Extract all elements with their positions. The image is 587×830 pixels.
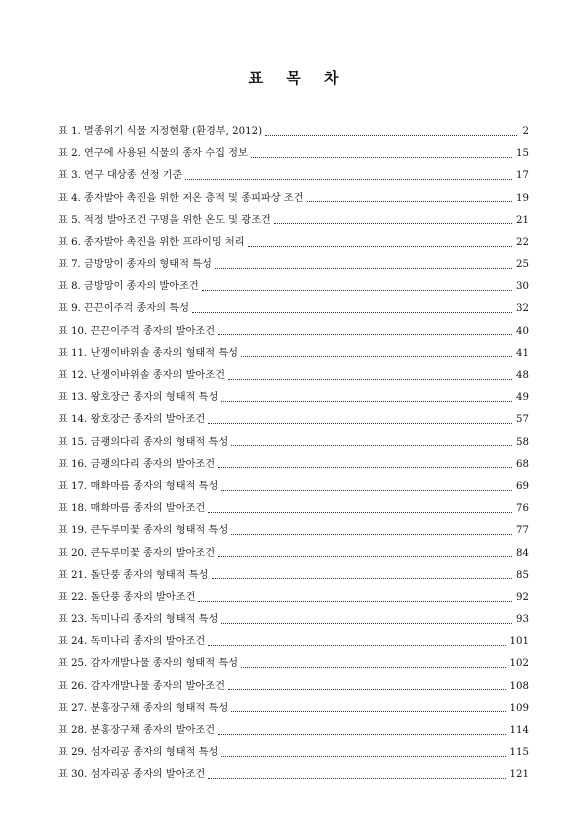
toc-entry[interactable] <box>58 543 529 565</box>
dot-leader <box>208 778 505 779</box>
toc-entry-page-number: 19 <box>516 192 529 204</box>
toc-entry-label: 표 7. 금방망이 종자의 형태적 특성 <box>58 259 212 271</box>
toc-entry-page-number: 121 <box>509 769 529 781</box>
toc-entry-page-number: 40 <box>516 325 529 337</box>
toc-entry-page-number: 69 <box>516 480 529 492</box>
dot-leader <box>221 490 512 491</box>
toc-entry-label: 표 2. 연구에 사용된 식물의 종자 수집 정보 <box>58 148 248 160</box>
toc-entry[interactable] <box>58 121 529 143</box>
toc-entry[interactable] <box>58 143 529 165</box>
toc-entry-label: 표 26. 감자개발나물 종자의 발아조건 <box>58 680 225 692</box>
toc-entry-label: 표 16. 금괭의다리 종자의 발아조건 <box>58 458 216 470</box>
toc-entry[interactable] <box>58 498 529 520</box>
toc-entry-page-number: 109 <box>509 702 529 714</box>
toc-entry-page-number: 68 <box>516 458 529 470</box>
toc-entry-label: 표 23. 독미나리 종자의 형태적 특성 <box>58 614 219 626</box>
toc-entry-page-number: 101 <box>509 636 529 648</box>
toc-entry-label: 표 21. 돌단풍 종자의 형태적 특성 <box>58 569 209 581</box>
toc-entry-label: 표 28. 분홍장구채 종자의 발아조건 <box>58 725 216 737</box>
toc-entry[interactable] <box>58 587 529 609</box>
toc-entry[interactable] <box>58 387 529 409</box>
toc-entry-page-number: 48 <box>516 370 529 382</box>
toc-entry-label: 표 17. 매화마름 종자의 형태적 특성 <box>58 480 219 492</box>
dot-leader <box>208 512 512 513</box>
toc-entry-page-number: 114 <box>509 725 529 737</box>
dot-leader <box>241 356 512 357</box>
toc-entry-label: 표 9. 끈끈이주걱 종자의 특성 <box>58 303 189 315</box>
table-of-contents-list <box>58 121 529 787</box>
toc-entry-page-number: 102 <box>509 658 529 670</box>
dot-leader <box>228 379 512 380</box>
dot-leader <box>202 290 512 291</box>
toc-entry-page-number: 15 <box>516 148 529 160</box>
toc-entry-label: 표 25. 감자개발나물 종자의 형태적 특성 <box>58 658 239 670</box>
dot-leader <box>218 556 512 557</box>
toc-entry[interactable] <box>58 188 529 210</box>
toc-entry-label: 표 29. 섬자리공 종자의 형태적 특성 <box>58 747 219 759</box>
toc-entry-label: 표 20. 큰두루미꽃 종자의 발아조건 <box>58 547 216 559</box>
toc-entry-label: 표 27. 분홍장구채 종자의 형태적 특성 <box>58 702 229 714</box>
toc-entry-page-number: 76 <box>516 503 529 515</box>
toc-entry[interactable] <box>58 165 529 187</box>
toc-entry[interactable] <box>58 742 529 764</box>
toc-entry[interactable] <box>58 565 529 587</box>
toc-entry[interactable] <box>58 321 529 343</box>
dot-leader <box>221 401 512 402</box>
toc-entry-page-number: 84 <box>516 547 529 559</box>
toc-entry[interactable] <box>58 276 529 298</box>
dot-leader <box>218 334 512 335</box>
toc-entry-label: 표 4. 종자발아 촉진을 위한 저온 층적 및 종피파상 조건 <box>58 192 304 204</box>
toc-entry-label: 표 6. 종자발아 촉진을 위한 프라이밍 처리 <box>58 236 245 248</box>
toc-entry-label: 표 5. 적정 발아조건 구명을 위한 온도 및 광조건 <box>58 214 271 226</box>
toc-entry-label: 표 22. 돌단풍 종자의 발아조건 <box>58 591 196 603</box>
toc-entry-page-number: 17 <box>516 170 529 182</box>
toc-entry-label: 표 12. 난쟁이바위솔 종자의 발아조건 <box>58 370 225 382</box>
dot-leader <box>218 467 512 468</box>
toc-entry[interactable] <box>58 343 529 365</box>
dot-leader <box>218 734 505 735</box>
toc-entry-label: 표 3. 연구 대상종 선정 기준 <box>58 170 183 182</box>
dot-leader <box>221 623 512 624</box>
toc-entry-page-number: 115 <box>509 747 529 759</box>
toc-entry-page-number: 22 <box>516 236 529 248</box>
toc-entry-page-number: 2 <box>522 125 529 137</box>
toc-entry[interactable] <box>58 254 529 276</box>
toc-entry-label: 표 14. 왕호장근 종자의 발아조건 <box>58 414 206 426</box>
toc-entry[interactable] <box>58 365 529 387</box>
page-title: 표 목 차 <box>248 69 348 87</box>
dot-leader <box>215 268 512 269</box>
toc-entry-page-number: 85 <box>516 569 529 581</box>
toc-entry[interactable] <box>58 676 529 698</box>
dot-leader <box>241 667 506 668</box>
dot-leader <box>208 423 512 424</box>
toc-entry[interactable] <box>58 698 529 720</box>
dot-leader <box>248 246 512 247</box>
toc-entry-page-number: 32 <box>516 303 529 315</box>
dot-leader <box>231 711 505 712</box>
dot-leader <box>231 534 512 535</box>
dot-leader <box>198 601 512 602</box>
dot-leader <box>185 179 512 180</box>
toc-entry-label: 표 10. 끈끈이주걱 종자의 발아조건 <box>58 325 216 337</box>
toc-entry-label: 표 1. 멸종위기 식물 지정현황 (환경부, 2012) <box>58 125 263 137</box>
toc-entry-page-number: 58 <box>516 436 529 448</box>
toc-entry[interactable] <box>58 476 529 498</box>
toc-entry-label: 표 11. 난쟁이바위솔 종자의 형태적 특성 <box>58 347 239 359</box>
toc-entry-page-number: 57 <box>516 414 529 426</box>
dot-leader <box>208 645 505 646</box>
toc-entry-label: 표 18. 매화마름 종자의 발아조건 <box>58 503 206 515</box>
toc-entry[interactable] <box>58 454 529 476</box>
dot-leader <box>274 223 512 224</box>
toc-entry-page-number: 92 <box>516 591 529 603</box>
toc-entry[interactable] <box>58 409 529 431</box>
toc-entry[interactable] <box>58 299 529 321</box>
toc-entry[interactable] <box>58 609 529 631</box>
toc-entry[interactable] <box>58 631 529 653</box>
dot-leader <box>192 312 512 313</box>
toc-entry[interactable] <box>58 232 529 254</box>
toc-entry[interactable] <box>58 210 529 232</box>
toc-entry[interactable] <box>58 432 529 454</box>
toc-entry[interactable] <box>58 654 529 676</box>
toc-entry-page-number: 77 <box>516 525 529 537</box>
toc-entry-page-number: 93 <box>516 614 529 626</box>
toc-entry[interactable] <box>58 764 529 786</box>
toc-entry-page-number: 21 <box>516 214 529 226</box>
dot-leader <box>265 135 517 136</box>
dot-leader <box>212 578 513 579</box>
toc-entry[interactable] <box>58 720 529 742</box>
dot-leader <box>231 445 512 446</box>
dot-leader <box>307 201 513 202</box>
toc-entry-label: 표 19. 큰두루미꽃 종자의 형태적 특성 <box>58 525 229 537</box>
toc-entry-page-number: 49 <box>516 392 529 404</box>
dot-leader <box>251 157 512 158</box>
toc-entry-label: 표 30. 섬자리공 종자의 발아조건 <box>58 769 206 781</box>
toc-entry-page-number: 41 <box>516 347 529 359</box>
toc-entry-page-number: 25 <box>516 259 529 271</box>
dot-leader <box>221 756 505 757</box>
toc-entry-page-number: 30 <box>516 281 529 293</box>
toc-entry-page-number: 108 <box>509 680 529 692</box>
dot-leader <box>228 689 506 690</box>
toc-entry[interactable] <box>58 520 529 542</box>
toc-entry-label: 표 24. 독미나리 종자의 발아조건 <box>58 636 206 648</box>
toc-entry-label: 표 13. 왕호장근 종자의 형태적 특성 <box>58 392 219 404</box>
toc-entry-label: 표 15. 금괭의다리 종자의 형태적 특성 <box>58 436 229 448</box>
toc-entry-label: 표 8. 금방망이 종자의 발아조건 <box>58 281 199 293</box>
